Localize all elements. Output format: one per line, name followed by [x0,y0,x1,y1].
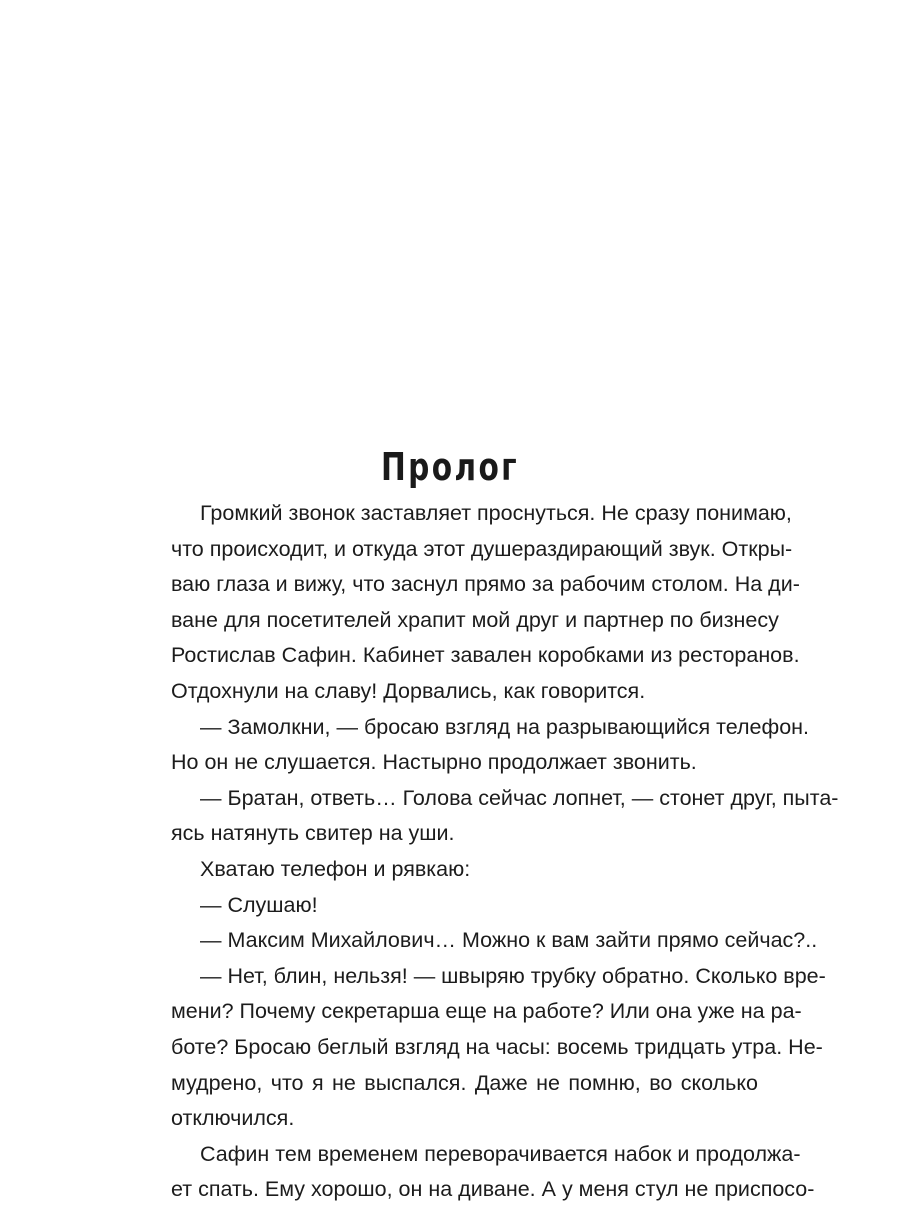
body-text [142,496,839,1208]
text-line: ет спать. Ему хорошо, он на диване. А у меня стул не приспосо- [171,1177,815,1202]
text-line: — Слушаю! [200,892,318,917]
paragraph [142,710,810,781]
paragraph [142,852,758,888]
text-line: Но он не слушается. Настырно продолжает звонить. [171,750,697,775]
text-line: боте? Бросаю беглый взгляд на часы: восемь тридцать утра. Не- [171,1034,823,1059]
text-line: — Замолкни, — бросаю взгляд на разрывающийся телефон. [200,714,810,739]
text-line: Сафин тем временем переворачивается набок и продолжа- [200,1141,801,1166]
text-line: Громкий звонок заставляет проснуться. Не сразу понимаю, [200,501,792,525]
text-line: что происходит, и откуда этот душераздирающий звук. Откры- [171,536,793,561]
chapter-title: Пролог [381,445,519,490]
text-line: ваю глаза и вижу, что заснул прямо за рабочим столом. На ди- [171,572,800,597]
text-line: Ростислав Сафин. Кабинет завален коробками из ресторанов. [171,643,800,668]
text-line: ясь натянуть свитер на уши. [171,821,455,846]
text-line: Хватаю телефон и рявкаю: [200,856,471,881]
paragraph [142,923,818,959]
text-line: ване для посетителей храпит мой друг и партнер по бизнесу [171,607,779,632]
text-line: мудрено, что я не выспался. Даже не помню, во сколько [171,1070,758,1095]
text-line: — Братан, ответь… Голова сейчас лопнет, — стонет друг, пыта- [200,785,839,810]
text-line: мени? Почему секретарша еще на работе? Или она уже на ра- [171,999,802,1024]
paragraph [142,1137,815,1208]
text-line: — Нет, блин, нельзя! — швыряю трубку обратно. Сколько вре- [200,963,826,988]
text-line: Отдохнули на славу! Дорвались, как говорится. [171,678,646,703]
text-line: отключился. [171,1106,295,1131]
paragraph [142,781,839,852]
paragraph [142,959,826,1137]
paragraph [142,888,758,924]
text-line: — Максим Михайлович… Можно к вам зайти прямо сейчас?.. [200,928,818,953]
paragraph [142,496,800,710]
